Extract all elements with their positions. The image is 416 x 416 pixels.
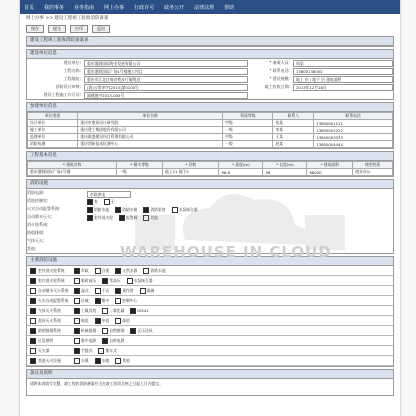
- field-label: 工程地址:: [63, 76, 81, 81]
- system-option: [74, 278, 96, 284]
- column-header: 使用性质: [353, 162, 393, 169]
- system-option: [74, 348, 92, 354]
- option-label: 无: [110, 199, 115, 204]
- option-label: 集中: [101, 297, 110, 303]
- option-label: 雨淋: [146, 287, 155, 293]
- nav-item-laws[interactable]: 法律法规: [194, 4, 215, 11]
- option-checkbox[interactable]: [74, 268, 80, 274]
- system-row: [27, 356, 393, 366]
- nav-item-public[interactable]: 政务公开: [164, 4, 185, 11]
- system-name: 泡沫灭火系统: [38, 317, 61, 323]
- system-option: [74, 358, 89, 364]
- field-label: 建设单位:: [63, 60, 81, 65]
- table-cell[interactable]: 13800001111: [314, 120, 393, 127]
- system-name: 应急照明: [38, 337, 54, 343]
- option-label: 消防水池: [150, 267, 166, 273]
- option-label: 天然水源: [122, 267, 138, 273]
- column-header: * 长度(m): [263, 162, 307, 169]
- field-label: 自动喷水灭火:: [27, 214, 53, 219]
- permit-field[interactable]: 渝建施字2013-005号: [84, 92, 248, 99]
- option-checkbox[interactable]: [74, 278, 80, 284]
- system-row: [27, 286, 393, 296]
- system-row: [27, 326, 393, 336]
- system-checkbox[interactable]: [30, 288, 36, 294]
- field-label: * 建设规模:: [269, 76, 290, 81]
- table-row: [28, 120, 393, 127]
- system-checkbox[interactable]: [30, 348, 36, 354]
- units-header: 参建单位信息: [27, 103, 393, 112]
- builder-field[interactable]: 重庆港润国际物业发展有限公司: [84, 60, 248, 67]
- option-label: 二氧化碳: [109, 307, 125, 313]
- option-label: 市政: [81, 267, 89, 273]
- option-label: 七氟丙烷: [81, 307, 97, 313]
- table-cell: 设计单位: [28, 120, 78, 127]
- field-label: 其他:: [27, 246, 37, 251]
- system-label: [27, 318, 74, 324]
- field-label: 消火栓系统:: [27, 222, 49, 227]
- checkbox[interactable]: [172, 207, 178, 213]
- option-checkbox[interactable]: [74, 338, 80, 344]
- project-address-field[interactable]: 重庆市江北区观音桥步行街附近: [84, 76, 248, 83]
- system-option: [95, 358, 110, 364]
- field-label: 气体灭火:: [27, 238, 45, 243]
- column-header: 资质等级: [223, 113, 273, 120]
- table-cell[interactable]: 13800004444: [314, 141, 393, 148]
- option-label: 水幕: [81, 357, 89, 363]
- option-label: 手提式: [81, 347, 93, 353]
- table-cell[interactable]: 56: [263, 169, 307, 176]
- fire-option-row: [87, 198, 393, 206]
- system-row: [27, 346, 393, 356]
- system-name: 气体灭火系统: [38, 307, 61, 313]
- system-checkbox[interactable]: [30, 318, 36, 324]
- system-option: [102, 278, 120, 284]
- design-review-field[interactable]: (渝)公消审字[2013]第0100号: [84, 84, 248, 91]
- system-checkbox[interactable]: [30, 338, 36, 344]
- column-header: 单位名称: [78, 113, 223, 120]
- form-title: 建设工程竣工验收消防备案表: [27, 37, 393, 46]
- field-label: * 备案人员:: [269, 60, 290, 65]
- fire-option-row: [87, 206, 393, 214]
- system-option: [115, 268, 137, 274]
- table-cell[interactable]: 重庆市建筑设计研究院: [78, 120, 223, 127]
- option-checkbox[interactable]: [102, 278, 108, 284]
- option-label: 自带电源: [109, 337, 125, 343]
- option-label: 干式: [101, 287, 110, 293]
- field-label: 防烟排烟:: [27, 230, 45, 235]
- option-label: 消防水池: [94, 207, 110, 212]
- system-name: 自动喷水灭火系统: [38, 287, 69, 293]
- system-options: [74, 348, 117, 354]
- fire-labels: [27, 189, 87, 253]
- system-row: [27, 266, 393, 276]
- table-cell: 消防检测: [28, 141, 78, 148]
- system-option: [130, 328, 152, 334]
- system-option: [95, 298, 110, 304]
- table-cell[interactable]: 一级: [117, 169, 163, 176]
- system-option: [102, 328, 124, 334]
- field-label: 建设工程施工许可证:: [43, 92, 81, 97]
- option-checkbox[interactable]: [95, 268, 101, 274]
- system-checkbox[interactable]: [30, 278, 36, 284]
- system-options: [74, 318, 130, 324]
- basic-left-column: [27, 59, 252, 99]
- notes-section: [26, 369, 394, 396]
- table-cell[interactable]: 重庆港润国际广场1号楼: [28, 169, 117, 176]
- column-header: * 建筑名称: [28, 162, 117, 169]
- option-checkbox[interactable]: [74, 348, 80, 354]
- table-cell[interactable]: 李某: [273, 127, 314, 134]
- filer-field[interactable]: 周某: [293, 60, 393, 67]
- system-options: [74, 278, 153, 284]
- watermark-text: WAREHOUSE IN CLOUD: [120, 243, 332, 261]
- table-cell[interactable]: 商业办公: [353, 169, 393, 176]
- system-label: [27, 328, 74, 334]
- system-options: [74, 338, 124, 344]
- basic-info-section: [26, 49, 394, 100]
- option-label: 预作用: [122, 287, 134, 293]
- basic-right-column: [252, 59, 393, 99]
- system-label: [27, 348, 74, 354]
- table-cell[interactable]: 96.8: [219, 169, 263, 176]
- option-checkbox[interactable]: [102, 328, 108, 334]
- system-option: [74, 328, 96, 334]
- table-cell[interactable]: 重庆建工集团股份有限公司: [78, 127, 223, 134]
- column-header: * 层数: [163, 162, 219, 169]
- system-option: [115, 288, 133, 294]
- option-label: 低倍: [81, 317, 89, 323]
- checkbox[interactable]: [143, 215, 149, 221]
- system-name: 其他灭火设施: [38, 357, 61, 363]
- system-option: [115, 318, 130, 324]
- option-checkbox[interactable]: [95, 358, 101, 364]
- option-label: 水泵接合器: [178, 207, 198, 212]
- option-label: 中倍: [101, 317, 110, 323]
- option-checkbox[interactable]: [140, 288, 146, 294]
- option-label: 控制中心: [122, 297, 138, 303]
- option-checkbox[interactable]: [74, 298, 80, 304]
- option-checkbox[interactable]: [102, 338, 108, 344]
- table-row: [28, 169, 393, 176]
- system-row: [27, 316, 393, 326]
- system-row: [27, 296, 393, 306]
- nav-item-home[interactable]: 首页: [24, 4, 35, 11]
- system-label: [27, 358, 74, 364]
- system-option: [115, 298, 137, 304]
- option-checkbox[interactable]: [74, 288, 80, 294]
- field-label: 工程名称:: [63, 68, 81, 73]
- option-checkbox[interactable]: [130, 308, 136, 314]
- notes-text: 请将本表填写完整，竣工验收消防备案应当在竣工验收合格之日起七日内提交。: [30, 381, 163, 386]
- option-checkbox[interactable]: [95, 318, 101, 324]
- acceptance-date-field[interactable]: 2013年12月18日: [293, 84, 393, 91]
- option-label: 机械排烟: [81, 327, 97, 333]
- option-label: 临时高压: [81, 277, 97, 283]
- field-label: 消防控制室:: [27, 198, 49, 203]
- system-option: [74, 318, 89, 324]
- table-cell[interactable]: 68000: [307, 169, 353, 176]
- system-option: [74, 298, 89, 304]
- project-table: [27, 161, 393, 176]
- checkbox-checked[interactable]: [87, 207, 93, 213]
- checkbox-checked[interactable]: [87, 215, 93, 221]
- table-cell[interactable]: 地上21 地下3: [163, 169, 219, 176]
- system-option: [143, 268, 165, 274]
- column-header: 联系电话: [314, 113, 393, 120]
- option-checkbox[interactable]: [74, 358, 80, 364]
- systems-list: [27, 266, 393, 366]
- back-button[interactable]: 返回: [92, 25, 110, 33]
- table-cell[interactable]: 一级: [223, 127, 273, 134]
- option-checkbox[interactable]: [74, 308, 80, 314]
- fire-option-row: [87, 214, 393, 222]
- option-checkbox[interactable]: [115, 268, 121, 274]
- system-option: [130, 308, 148, 314]
- project-section: [26, 151, 394, 177]
- system-row: [27, 276, 393, 286]
- system-row: [27, 306, 393, 316]
- notes-header: 备注及说明: [27, 370, 393, 379]
- power-select[interactable]: 市政供电: [87, 191, 131, 198]
- system-option: [127, 278, 153, 284]
- table-cell[interactable]: 重庆消防技术检测中心: [78, 141, 223, 148]
- system-label: [27, 298, 74, 304]
- option-checkbox[interactable]: [115, 288, 121, 294]
- option-label: 自建: [101, 267, 110, 273]
- system-option: [74, 288, 89, 294]
- option-label: 高倍: [122, 317, 130, 323]
- table-row: [28, 141, 393, 148]
- option-label: 消防泵房: [150, 207, 166, 212]
- system-name: 防烟排烟系统: [38, 327, 61, 333]
- option-checkbox[interactable]: [74, 328, 80, 334]
- systems-section: [26, 256, 394, 367]
- nav-item-online[interactable]: 网上办事: [104, 4, 125, 11]
- system-option: [95, 318, 110, 324]
- breadcrumb: 网上办事 >> 建设工程竣工验收消防备案: [26, 16, 109, 21]
- save-button[interactable]: 保存: [26, 25, 44, 33]
- system-option: [102, 308, 124, 314]
- table-cell[interactable]: 一级: [223, 141, 273, 148]
- option-checkbox[interactable]: [74, 318, 80, 324]
- table-cell[interactable]: 13800003333: [314, 134, 393, 141]
- system-option: [74, 308, 96, 314]
- option-checkbox[interactable]: [115, 358, 121, 364]
- option-checkbox[interactable]: [98, 348, 104, 354]
- option-label: 湿式: [81, 287, 89, 293]
- nav-item-my-tasks[interactable]: 我的事务: [44, 4, 65, 11]
- option-label: 其他: [150, 215, 158, 220]
- table-cell[interactable]: 王某: [273, 134, 314, 141]
- system-option: [95, 288, 110, 294]
- system-option: [98, 348, 116, 354]
- option-label: 水泵接合器: [133, 277, 153, 283]
- units-table: [27, 112, 393, 148]
- column-header: * 高度(m): [219, 162, 263, 169]
- system-options: [74, 288, 154, 294]
- system-option: [140, 288, 155, 294]
- checkbox[interactable]: [104, 199, 110, 205]
- option-label: 集中电源: [81, 337, 97, 343]
- column-header: * 耐火等级: [117, 162, 163, 169]
- system-options: [74, 358, 130, 364]
- system-options: [74, 268, 166, 274]
- table-row: [28, 134, 393, 141]
- system-options: [74, 328, 153, 334]
- option-checkbox[interactable]: [95, 298, 101, 304]
- option-checkbox[interactable]: [130, 328, 136, 334]
- table-row: [28, 127, 393, 134]
- system-name: 室内消火栓系统: [38, 277, 65, 283]
- field-label: 消防电源:: [27, 190, 45, 195]
- option-checkbox[interactable]: [115, 298, 121, 304]
- option-checkbox[interactable]: [127, 278, 133, 284]
- system-checkbox[interactable]: [30, 308, 36, 314]
- option-checkbox[interactable]: [115, 318, 121, 324]
- system-option: [74, 268, 89, 274]
- table-cell[interactable]: 甲级: [223, 120, 273, 127]
- project-name-field[interactable]: 重庆港润国际广场1号楼施工项目: [84, 68, 248, 75]
- submit-button[interactable]: 提交: [48, 25, 66, 33]
- field-label: 消防设计审核:: [55, 84, 81, 89]
- basic-info-header: 建设单位信息: [27, 50, 393, 59]
- field-label: * 联系电话:: [269, 68, 290, 73]
- option-label: 消防水箱: [122, 207, 138, 212]
- system-label: [27, 308, 74, 314]
- system-checkbox[interactable]: [30, 268, 36, 274]
- system-name: 灭火器: [38, 347, 50, 353]
- system-options: [74, 308, 149, 314]
- option-checkbox[interactable]: [95, 288, 101, 294]
- option-label: 报警阀: [125, 215, 138, 220]
- field-label: 火灾自动报警系统:: [27, 206, 61, 211]
- units-section: [26, 102, 394, 149]
- column-header: 单位类别: [28, 113, 78, 120]
- system-checkbox[interactable]: [30, 328, 36, 334]
- option-label: 有: [94, 199, 98, 204]
- table-cell[interactable]: 甲级: [223, 134, 273, 141]
- option-checkbox[interactable]: [143, 268, 149, 274]
- checkbox-checked[interactable]: [143, 207, 149, 213]
- checkbox-checked[interactable]: [119, 215, 125, 221]
- checkbox-checked[interactable]: [87, 199, 93, 205]
- form-title-section: [26, 36, 394, 47]
- form-document: [20, 0, 400, 416]
- option-checkbox[interactable]: [102, 308, 108, 314]
- system-label: [27, 288, 74, 294]
- system-checkbox[interactable]: [30, 358, 36, 364]
- option-label: IG541: [137, 308, 149, 313]
- column-header: 联系人: [273, 113, 314, 120]
- fire-header: 消防设施: [27, 180, 393, 189]
- system-option: [102, 338, 124, 344]
- table-cell[interactable]: 13800002222: [314, 127, 393, 134]
- option-label: 自然排烟: [109, 327, 125, 333]
- system-label: [27, 338, 74, 344]
- action-toolbar: [20, 24, 400, 34]
- top-navigation-bar: [20, 0, 400, 14]
- nav-item-permit[interactable]: 行政许可: [134, 4, 155, 11]
- checkbox-checked[interactable]: [115, 207, 121, 213]
- option-label: 区域: [81, 297, 89, 303]
- print-button[interactable]: 打印: [70, 25, 88, 33]
- table-cell[interactable]: 重庆联盛建设项目管理有限公司: [78, 134, 223, 141]
- system-checkbox[interactable]: [30, 298, 36, 304]
- option-label: 正压送风: [137, 327, 153, 333]
- nav-item-guide[interactable]: 业务指南: [74, 4, 95, 11]
- table-cell[interactable]: 赵某: [273, 141, 314, 148]
- option-label: 其他: [122, 357, 130, 363]
- system-label: [27, 278, 74, 284]
- option-label: 常高压: [109, 277, 121, 283]
- option-label: 推车式: [105, 347, 117, 353]
- phone-field[interactable]: 13800138000: [293, 68, 393, 75]
- system-row: [27, 336, 393, 346]
- scale-field[interactable]: 地上 层 / 地下 层 建筑面积: [293, 76, 393, 83]
- system-name: 室外消火栓系统: [38, 267, 65, 273]
- system-option: [95, 268, 110, 274]
- nav-item-help[interactable]: 帮助: [224, 4, 235, 11]
- table-cell: 施工单位: [28, 127, 78, 134]
- table-cell: 监理单位: [28, 134, 78, 141]
- system-options: [74, 298, 137, 304]
- project-header: 工程基本信息: [27, 152, 393, 161]
- table-cell[interactable]: 张某: [273, 120, 314, 127]
- system-label: [27, 268, 74, 274]
- option-label: 水炮: [101, 357, 110, 363]
- system-name: 火灾自动报警系统: [38, 297, 69, 303]
- system-option: [74, 338, 96, 344]
- systems-header: 主要消防设施: [27, 257, 393, 266]
- option-label: 室外消火栓: [94, 215, 113, 220]
- field-label: 竣工验收日期:: [264, 84, 290, 89]
- column-header: * 建筑面积: [307, 162, 353, 169]
- system-option: [115, 358, 130, 364]
